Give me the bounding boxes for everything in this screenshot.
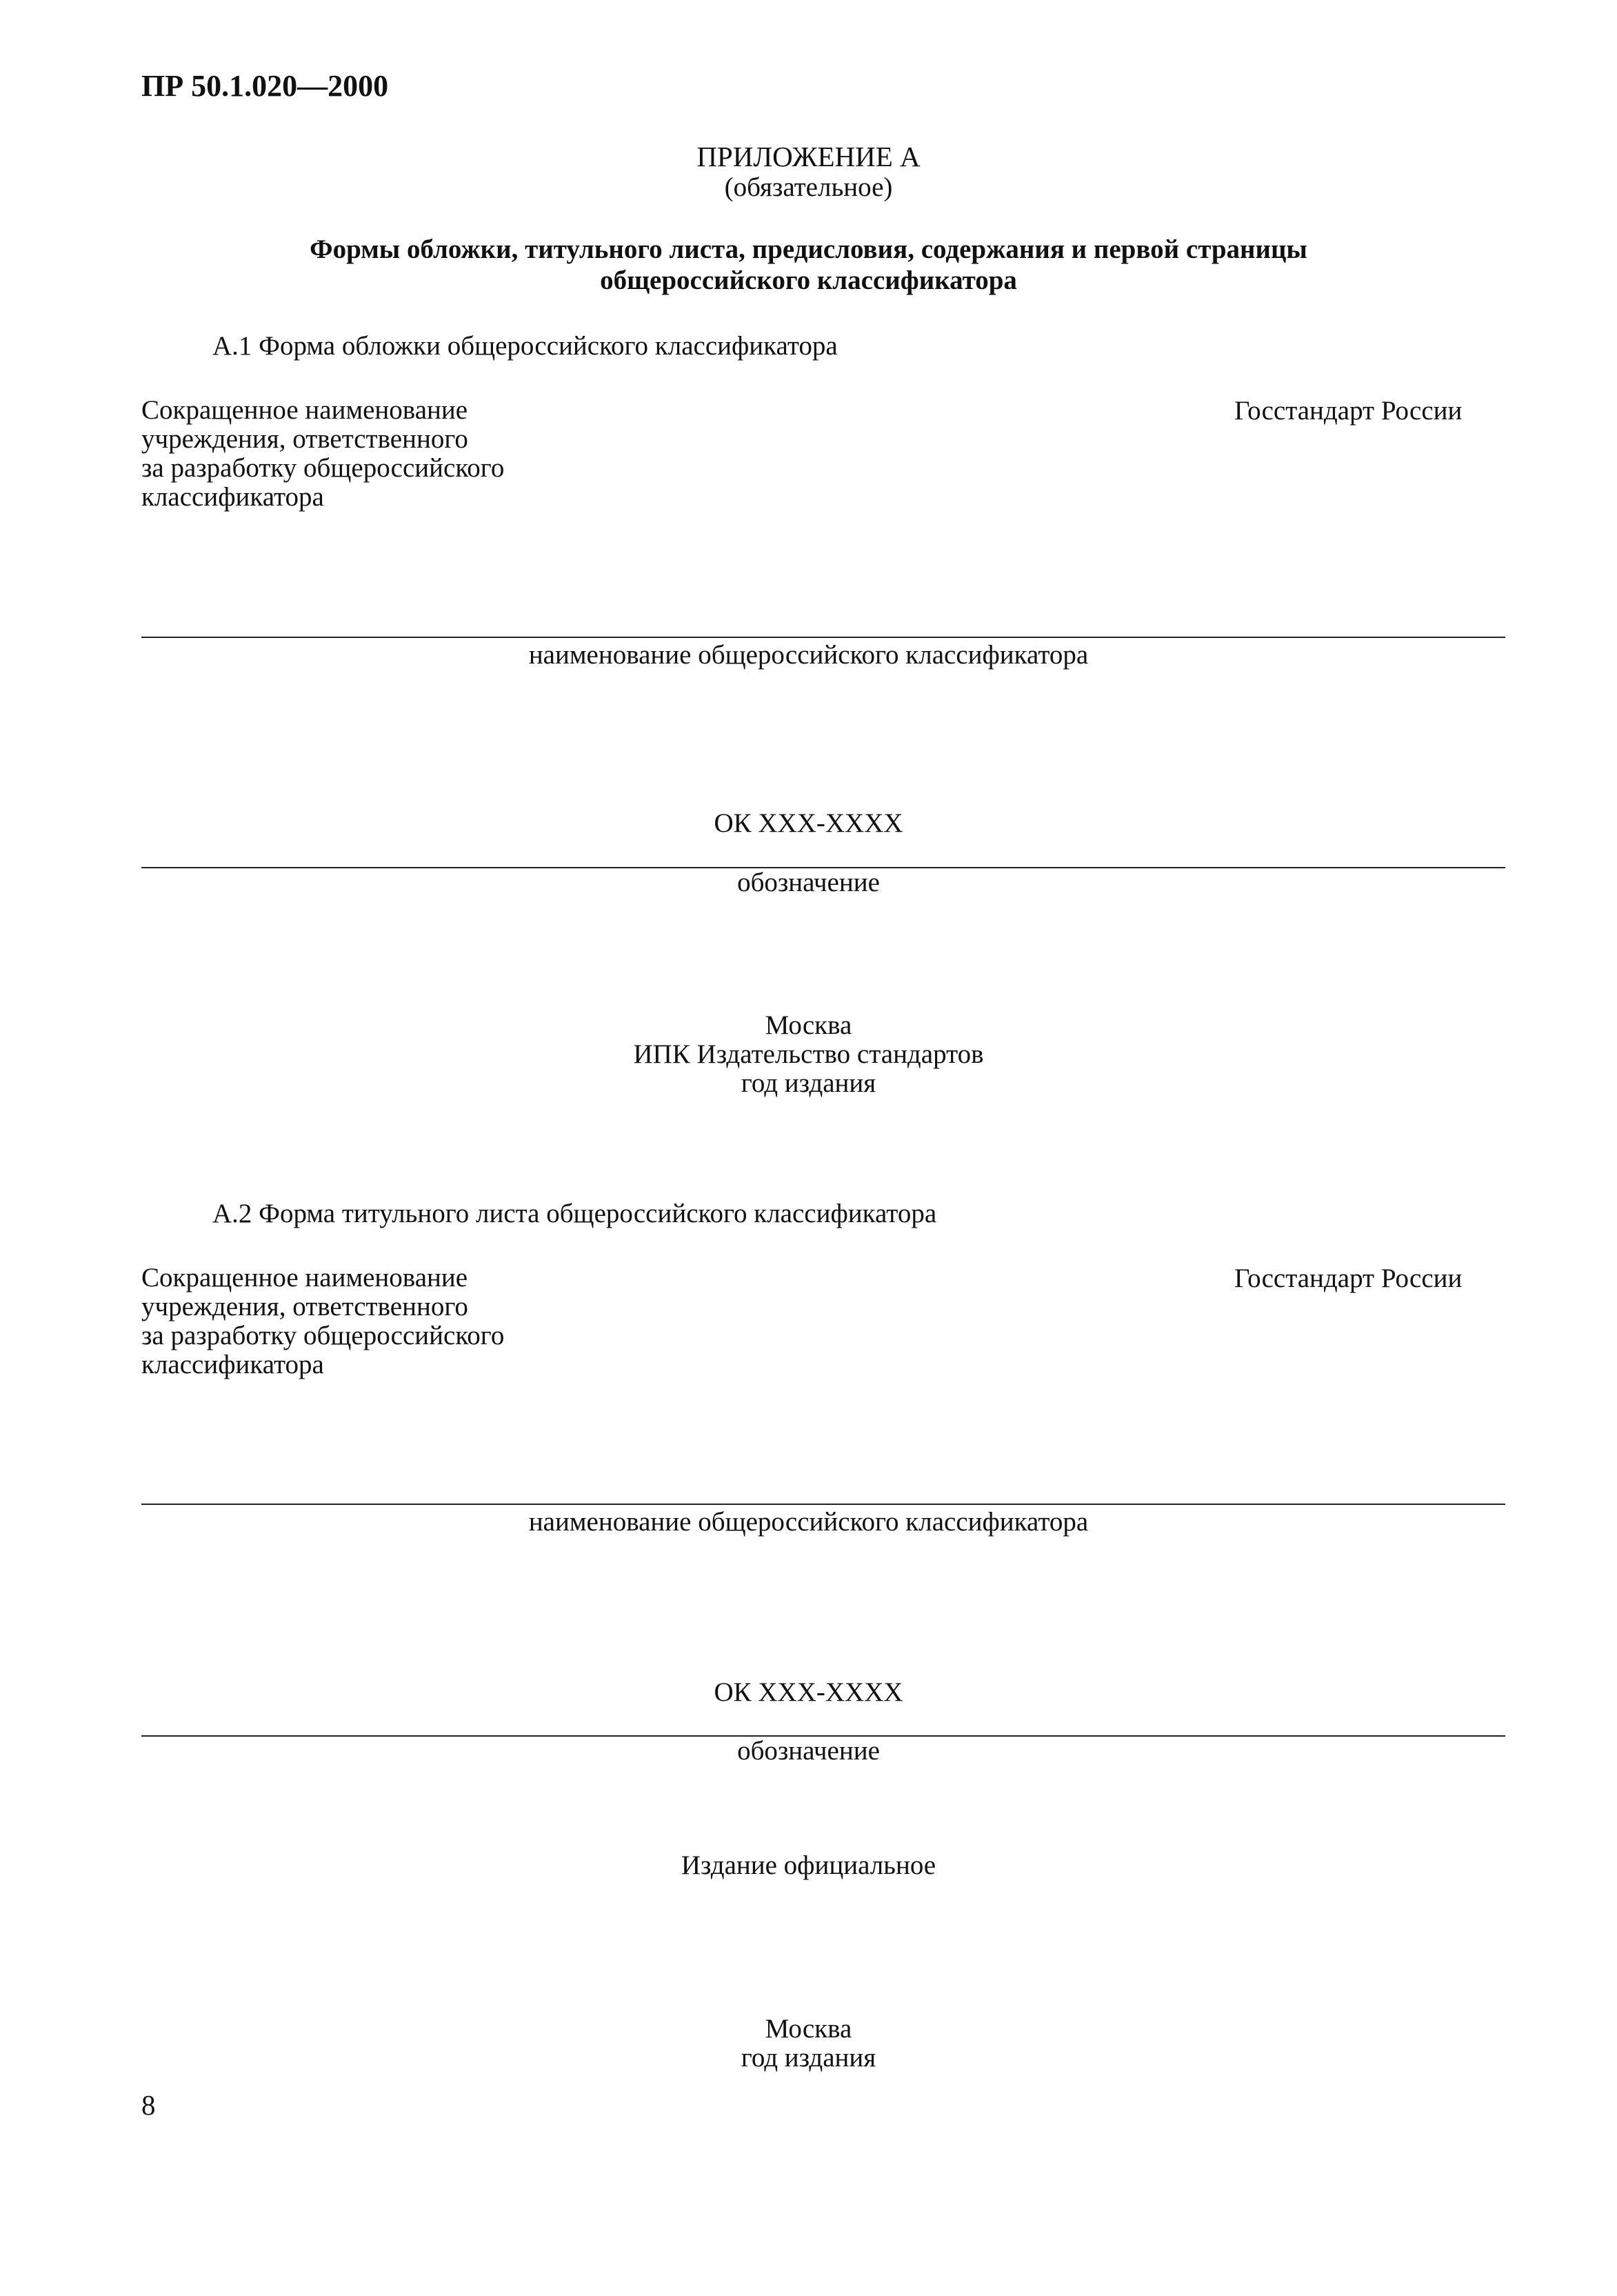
section-a2-year: год издания [741, 2043, 876, 2073]
section-a1-name-caption: наименование общероссийского классификатора [528, 640, 1089, 670]
org-line: Сокращенное наименование [141, 1263, 468, 1292]
section-a1-code: ОК XXX-XXXX [714, 808, 903, 838]
org-line: классификатора [141, 1350, 324, 1379]
org-line: классификатора [141, 482, 324, 512]
section-a1-city: Москва [765, 1010, 852, 1040]
section-a2-name-caption: наименование общероссийского классификатора [528, 1507, 1089, 1537]
appendix-status: (обязательное) [724, 172, 893, 202]
section-a2-name-rule [141, 1504, 1505, 1505]
section-a2-agency: Госстандарт России [1234, 1264, 1463, 1293]
appendix-title: ПРИЛОЖЕНИЕ А [696, 141, 921, 172]
section-a2-code-caption: обозначение [737, 1736, 880, 1766]
section-a1-code-caption: обозначение [737, 868, 880, 897]
section-a2-caption: А.2 Форма титульного листа общероссийского классификатора [212, 1199, 937, 1228]
page-number: 8 [141, 2089, 156, 2121]
org-line: учреждения, ответственного [141, 1292, 468, 1321]
org-line: Сокращенное наименование [141, 395, 468, 425]
section-a1-caption: А.1 Форма обложки общероссийского классификатора [212, 331, 838, 361]
section-a2-org-block [141, 1264, 504, 1379]
section-a1-agency: Госстандарт России [1234, 396, 1463, 426]
org-line: учреждения, ответственного [141, 424, 468, 454]
section-a1-year: год издания [741, 1068, 876, 1098]
section-a1-org-block [141, 396, 504, 512]
appendix-heading-line1: Формы обложки, титульного листа, предисловия, содержания и первой страницы [310, 234, 1307, 264]
section-a2-code: ОК XXX-XXXX [714, 1677, 903, 1707]
section-a1-name-rule [141, 637, 1505, 638]
org-line: за разработку общероссийского [141, 1321, 505, 1350]
section-a1-publisher: ИПК Издательство стандартов [633, 1039, 984, 1069]
section-a2-official: Издание официальное [681, 1850, 936, 1880]
appendix-heading-line2: общероссийского классификатора [600, 266, 1017, 295]
document-code: ПР 50.1.020—2000 [141, 69, 389, 103]
section-a2-city: Москва [765, 2014, 852, 2044]
org-line: за разработку общероссийского [141, 453, 505, 483]
